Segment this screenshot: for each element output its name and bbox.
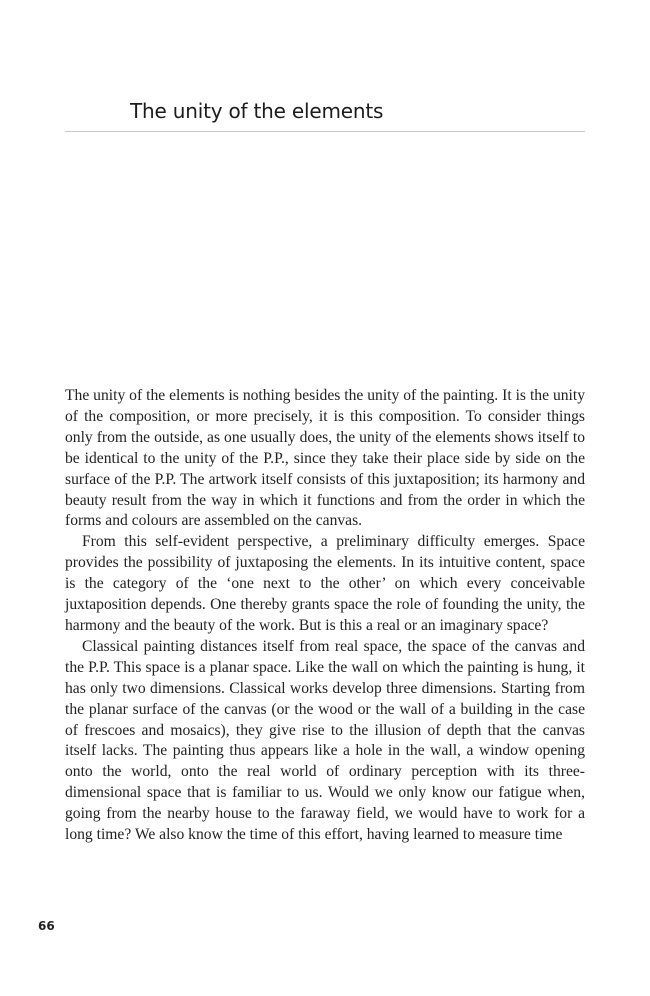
paragraph-2: From this self-evident perspective, a preliminary difficulty emerges. Space provides the possibility of juxtaposing the elements. In its intuitive content, space is the category of the ‘one next to the other’ on which every conceivable juxtaposition depends. One thereby grants space the role of founding the unity, the harmony and the beauty of the work. But is this a real or an imaginary space? [65,533,585,634]
chapter-title: The unity of the elements [130,99,384,123]
title-divider [65,131,585,132]
paragraph-1: The unity of the elements is nothing besides the unity of the painting. It is the unity of the composition, or more precisely, it is this composition. To consider things only from the outside, as one usually does, the unity of the elements shows itself to be identical to the unity of the P.P., since they take their place side by side on the surface of the P.P. The artwork itself consists of this juxtaposition; its harmony and beauty result from the way in which it functions and from the order in which the forms and colours are assembled on the canvas. [65,387,585,530]
paragraph-3: Classical painting distances itself from real space, the space of the canvas and the P.P. This space is a planar space. Like the wall on which the painting is hung, it has only two dimensions. Classical works develop three dimensions. Starting from the planar surface of the canvas (or the wood or the wall of a building in the case of frescoes and mosaics), they give rise to the illusion of depth that the canvas itself lacks. The painting thus appears like a hole in the wall, a window opening onto the world, onto the real world of ordinary perception with its three-dimensional space that is familiar to us. Would we only know our fatigue when, going from the nearby house to the faraway field, we would have to work for a long time? We also know the time of this effort, having learned to measure time [65,637,585,844]
page-number: 66 [38,919,55,933]
body-text [65,386,585,846]
